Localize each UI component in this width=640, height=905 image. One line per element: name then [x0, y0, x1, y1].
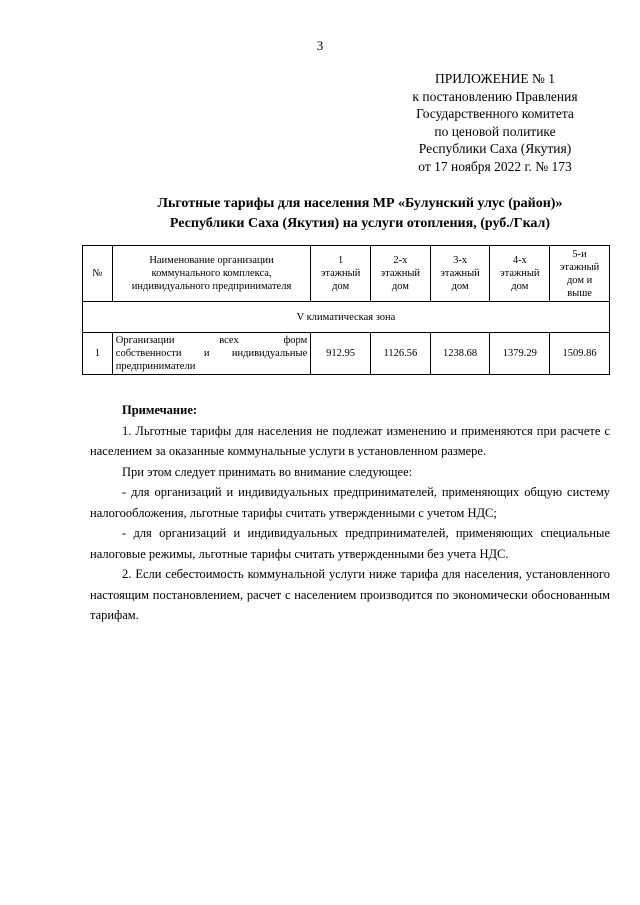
notes-section [90, 400, 610, 626]
appendix-line: по ценовой политике [434, 123, 556, 139]
row-org-text: предприниматели [115, 361, 196, 372]
title-line: Льготные тарифы для населения МР «Булунский улус (район)» [157, 196, 563, 211]
tariff-5-floor: 1509.86 [550, 333, 610, 375]
tariff-table [82, 245, 610, 375]
note-paragraph: 2. Если себестоимость коммунальной услуги ниже тарифа для населения, установленного настоящим постановлением, расчет с населением производится по экономически обоснованным тарифам. [90, 567, 610, 622]
header-2-floor [370, 246, 430, 302]
note-paragraph: - для организаций и индивидуальных предпринимателей, применяющих общую систему налогообложения, льготные тарифы считать утвержденными с учетом НДС; [90, 485, 610, 520]
appendix-line: Республики Саха (Якутия) [418, 141, 572, 156]
notes-heading: Примечание: [122, 403, 198, 417]
header-text: 5-и [572, 248, 587, 260]
header-text: этажный [320, 268, 361, 279]
appendix-line: от 17 ноября 2022 г. № 173 [418, 158, 572, 174]
header-organization [112, 246, 310, 302]
appendix-line: к постановлению Правления [412, 88, 578, 104]
header-text: этажный [440, 268, 480, 279]
header-text: этажный [500, 268, 540, 279]
header-text: дом [451, 281, 469, 292]
appendix-line: ПРИЛОЖЕНИЕ № 1 [434, 71, 556, 86]
note-paragraph: 1. Льготные тарифы для населения не подлежат изменению и применяются при расчете с населением за оказанные коммунальные услуги в установленном размере. [90, 423, 610, 458]
header-text: 2-х [393, 255, 408, 266]
row-number: 1 [83, 333, 113, 375]
header-4-floor [490, 246, 550, 302]
header-text: дом [332, 281, 350, 292]
row-org-text: Организации всех форм [115, 335, 308, 346]
climate-zone: V климатическая зона [83, 302, 610, 333]
tariff-1-floor: 912.95 [311, 333, 371, 375]
tariff-2-floor: 1126.56 [370, 333, 430, 375]
row-org-text: собственности и индивидуальные [115, 348, 308, 359]
header-3-floor [430, 246, 490, 302]
page-number: 3 [316, 38, 324, 53]
header-text: дом [511, 281, 529, 292]
table-row [83, 333, 610, 375]
row-organization [112, 333, 310, 375]
header-text: дом [391, 281, 409, 292]
document-title [80, 194, 640, 234]
header-text: этажный [559, 261, 600, 273]
header-text: выше [567, 287, 592, 299]
header-1-floor [311, 246, 371, 302]
tariff-4-floor: 1379.29 [490, 333, 550, 375]
header-number: № [83, 246, 113, 302]
note-paragraph: - для организаций и индивидуальных предпринимателей, применяющих специальные налоговые режимы, льготные тарифы считать утвержденными без учета НДС. [90, 526, 610, 561]
header-text: 3-х [453, 255, 468, 266]
zone-row [83, 302, 610, 333]
header-text: Наименование организации [149, 255, 274, 266]
header-text: индивидуального предпринимателя [131, 281, 292, 292]
note-paragraph: При этом следует принимать во внимание следующее: [122, 464, 413, 479]
header-5-floor [550, 246, 610, 302]
appendix-line: Государственного комитета [416, 106, 574, 121]
header-text: 1 [337, 255, 344, 266]
header-text: коммунального комплекса, [151, 268, 272, 279]
header-text: 4-х [512, 255, 527, 266]
header-text: этажный [380, 268, 421, 279]
title-line: Республики Саха (Якутия) на услуги отопления, (руб./Гкал) [169, 216, 551, 231]
tariff-3-floor: 1238.68 [430, 333, 490, 375]
appendix-block [380, 70, 610, 175]
header-text: дом и [566, 274, 593, 286]
table-header-row [83, 246, 610, 302]
